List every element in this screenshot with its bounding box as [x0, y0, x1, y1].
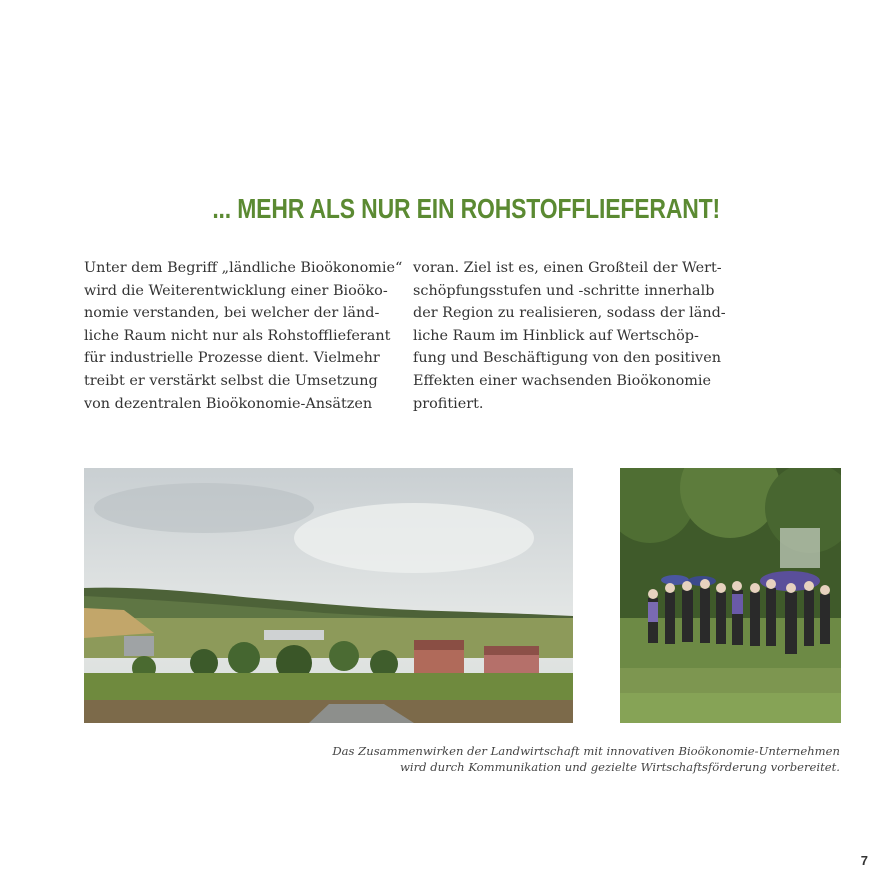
body-line: der Region zu realisieren, sodass der länd-: [413, 305, 726, 322]
body-line: schöpfungsstufen und -schritte innerhalb: [413, 282, 715, 299]
village-landscape-photo: [84, 468, 573, 723]
body-line: wird die Weiterentwicklung einer Bioöko-: [84, 282, 388, 299]
body-line: Effekten einer wachsenden Bioökonomie: [413, 372, 712, 389]
body-line: liche Raum nicht nur als Rohstofflieferant: [84, 327, 391, 344]
photo-caption: [200, 743, 840, 775]
body-line: Unter dem Begriff „ländliche Bioökonomie“: [84, 260, 403, 276]
page-number: 7: [860, 853, 868, 868]
body-line: treibt er verstärkt selbst die Umsetzung: [84, 372, 378, 389]
page-heading: ... MEHR ALS NUR EIN ROHSTOFFLIEFERANT!: [212, 193, 720, 224]
caption-line: wird durch Kommunikation und gezielte Wirtschaftsförderung vorbereitet.: [399, 760, 840, 774]
body-line: fung und Beschäftigung von den positiven: [413, 350, 721, 367]
body-line: für industrielle Prozesse dient. Vielmehr: [84, 350, 380, 367]
body-line: liche Raum im Hinblick auf Wertschöp-: [413, 327, 699, 344]
body-text-column-2: [413, 257, 743, 415]
body-line: von dezentralen Bioökonomie-Ansätzen: [84, 395, 373, 412]
caption-line: Das Zusammenwirken der Landwirtschaft mit innovativen Bioökonomie-Unternehmen: [332, 744, 840, 758]
group-excursion-photo: [620, 468, 841, 723]
body-text-column-1: [84, 257, 414, 415]
body-line: nomie verstanden, bei welcher der länd-: [84, 305, 380, 322]
body-line: profitiert.: [413, 395, 484, 412]
body-line: voran. Ziel ist es, einen Großteil der Wert-: [413, 260, 722, 276]
